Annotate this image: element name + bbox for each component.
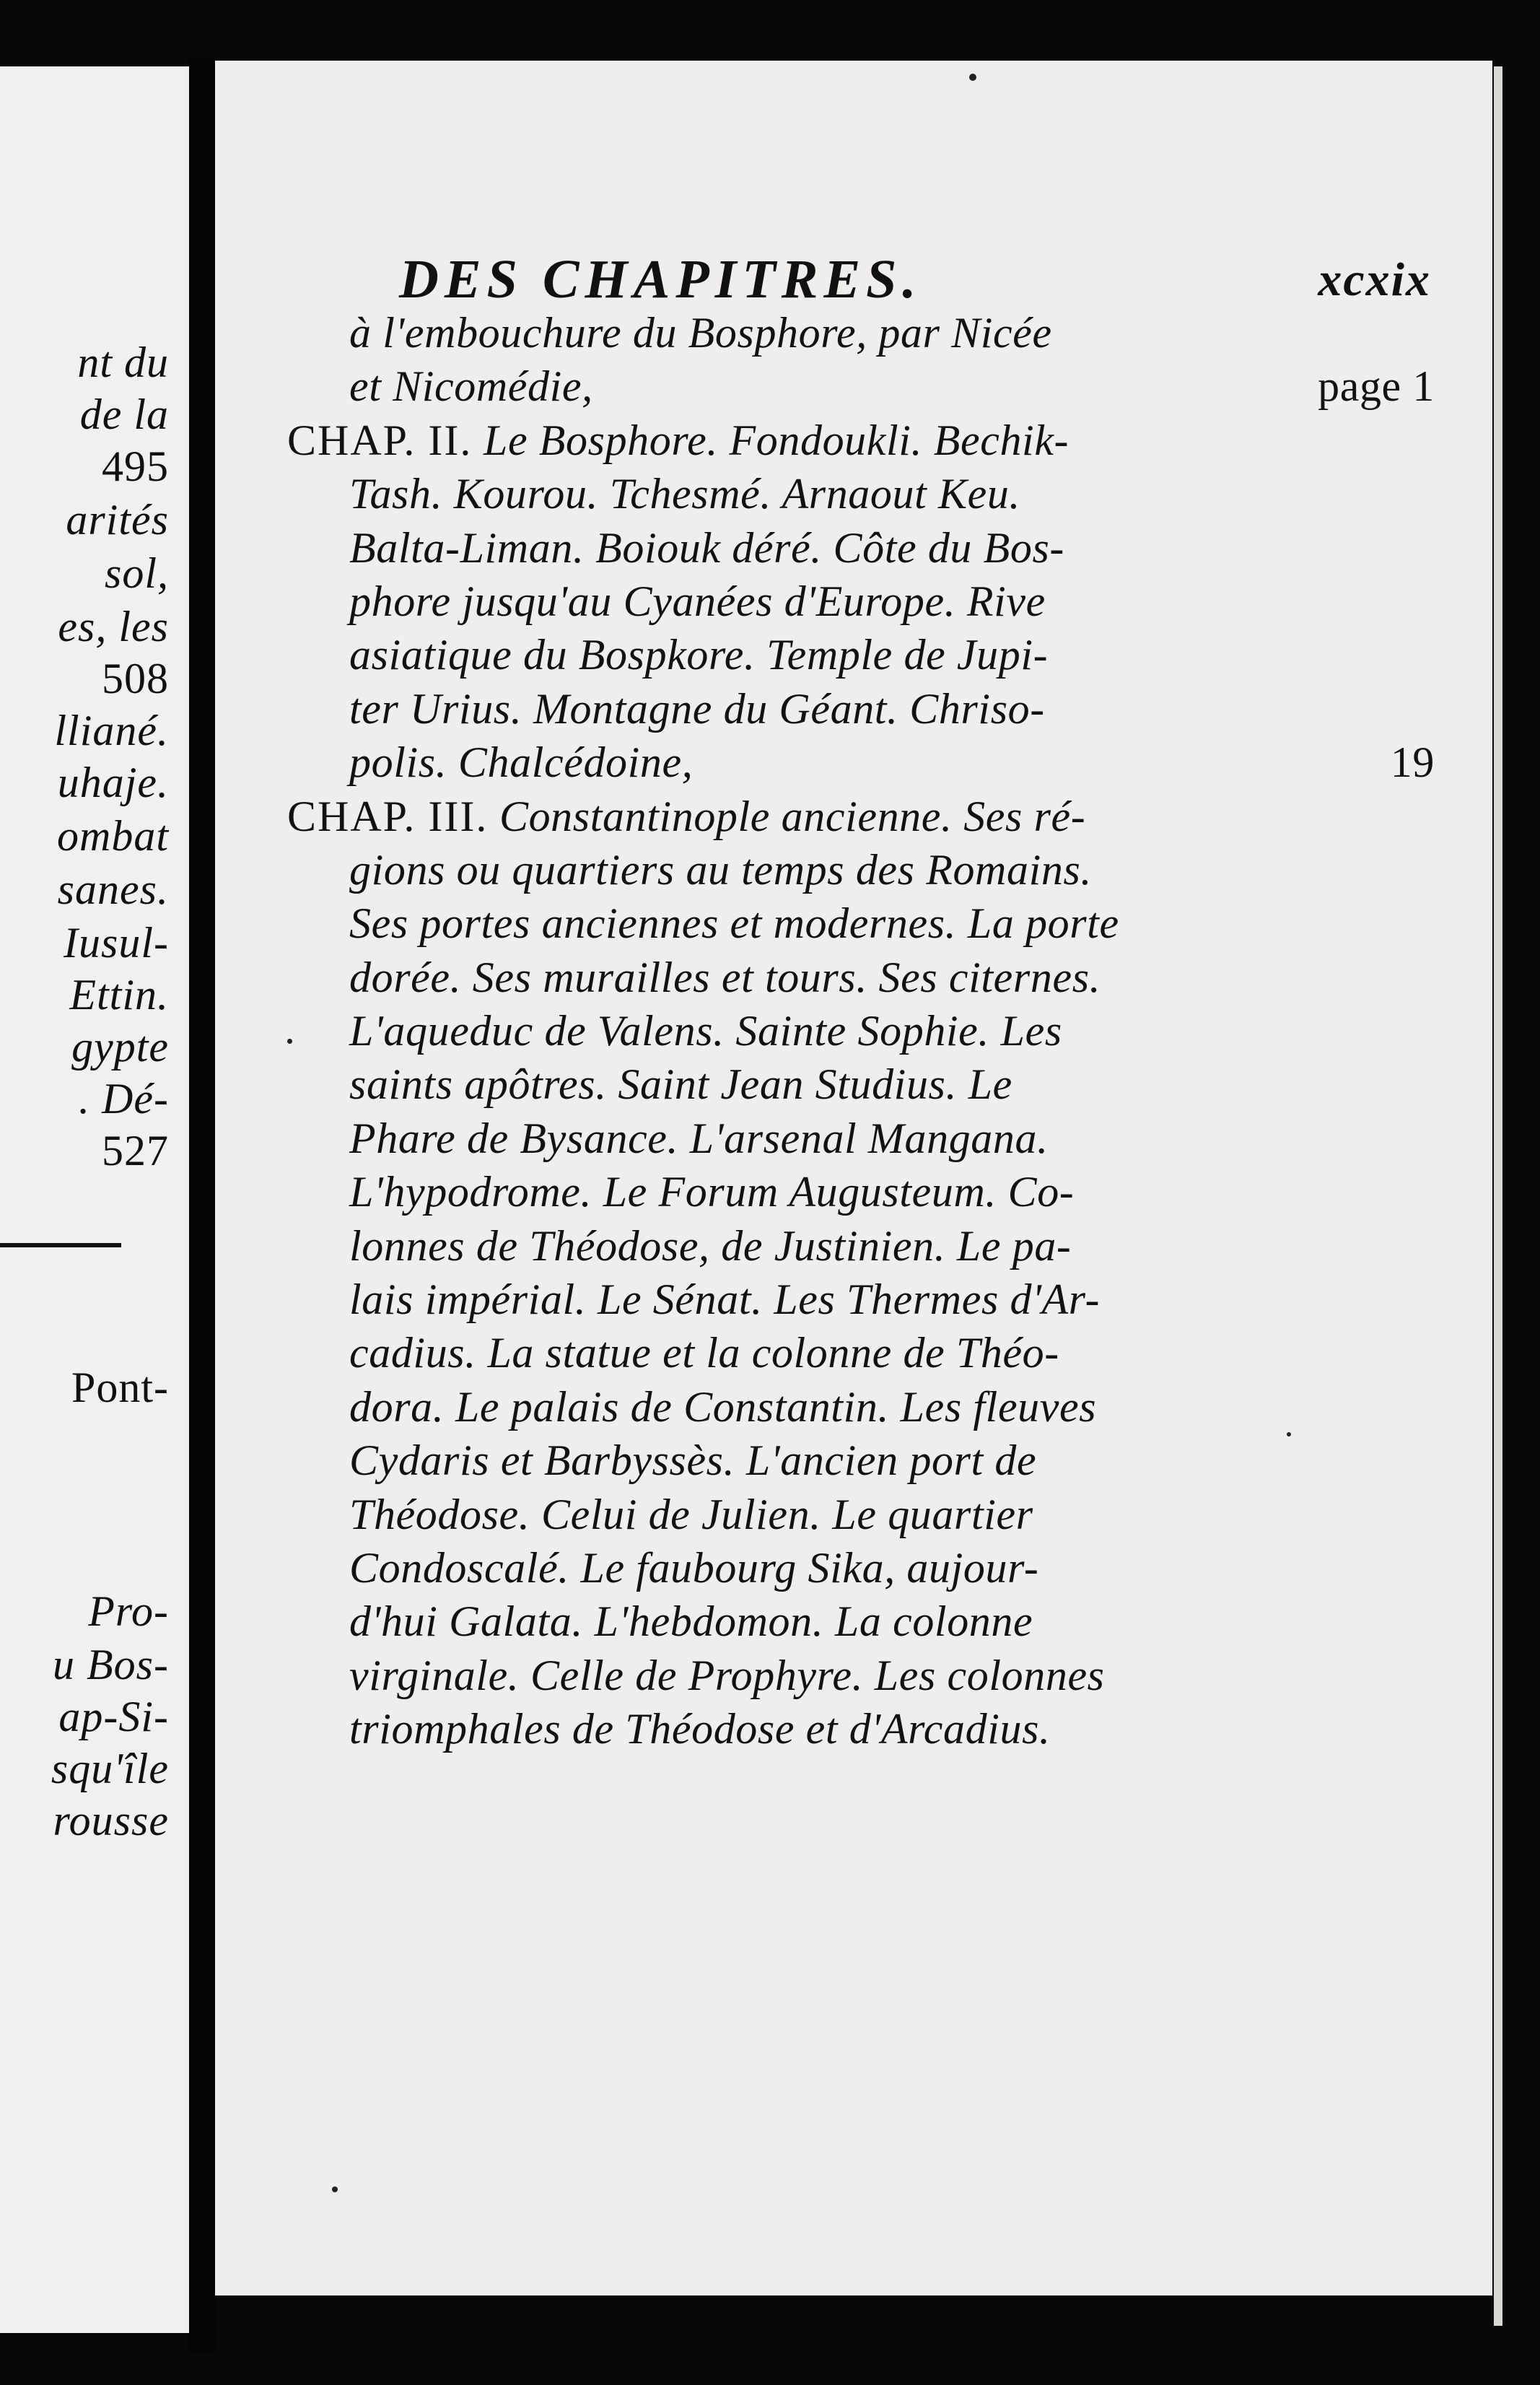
left-page-line: squ'île xyxy=(51,1745,169,1792)
page-folio: xcxix xyxy=(1318,253,1431,306)
toc-line xyxy=(287,1058,1435,1111)
left-page-line: 495 xyxy=(102,442,169,490)
left-page-line: es, les xyxy=(58,603,169,650)
left-page-line: 508 xyxy=(102,655,169,702)
running-title: DES CHAPITRES. xyxy=(399,249,922,310)
toc-line xyxy=(287,467,1435,520)
page-header xyxy=(399,248,1431,310)
toc-chapter-line xyxy=(287,790,1435,843)
left-page-line: ombat xyxy=(57,812,169,860)
left-page-line: nt du xyxy=(77,339,169,386)
toc-line-text: Cydaris et Barbyssès. L'ancien port de xyxy=(349,1436,1037,1485)
toc-line-text: L'hypodrome. Le Forum Augusteum. Co- xyxy=(349,1168,1075,1216)
toc-line-text: saints apôtres. Saint Jean Studius. Le xyxy=(349,1060,1012,1109)
toc-line-text: lais impérial. Le Sénat. Les Thermes d'Ar- xyxy=(349,1276,1101,1324)
toc-line-text: Balta-Liman. Boiouk déré. Côte du Bos- xyxy=(349,523,1065,572)
chapter-title: Le Bosphore. Fondoukli. Bechik- xyxy=(483,416,1069,464)
toc-line-text: phore jusqu'au Cyanées d'Europe. Rive xyxy=(349,577,1046,625)
left-page-line: sanes. xyxy=(57,866,169,913)
left-page-rule xyxy=(0,1243,121,1247)
toc-line xyxy=(287,736,1435,789)
left-page-line: . Dé- xyxy=(79,1075,169,1122)
toc-line xyxy=(287,1219,1435,1273)
toc-line xyxy=(287,951,1435,1004)
paper-speck xyxy=(969,74,976,81)
left-page-line: u Bos- xyxy=(53,1641,169,1688)
toc-line-text: polis. Chalcédoine, xyxy=(349,738,694,787)
toc-line xyxy=(287,1595,1435,1648)
toc-line-text: dorée. Ses murailles et tours. Ses citernes. xyxy=(349,953,1101,1001)
left-page-line: arités xyxy=(66,496,169,544)
paper-speck xyxy=(332,2186,338,2192)
table-of-contents xyxy=(287,306,1435,1756)
toc-line xyxy=(287,521,1435,575)
left-page-line: Iusul- xyxy=(64,919,169,967)
toc-line-text: lonnes de Théodose, de Justinien. Le pa- xyxy=(349,1221,1072,1270)
toc-line-text xyxy=(287,414,1069,467)
toc-line-text: Condoscalé. Le faubourg Sika, aujour- xyxy=(349,1543,1039,1592)
toc-line-text: asiatique du Bospkore. Temple de Jupi- xyxy=(349,631,1049,679)
toc-chapter-line xyxy=(287,414,1435,467)
left-page-line: uhaje. xyxy=(57,759,169,806)
toc-line-text: Théodose. Celui de Julien. Le quartier xyxy=(349,1490,1033,1538)
left-page-line: gypte xyxy=(71,1023,169,1071)
right-page xyxy=(215,61,1492,2295)
toc-line xyxy=(287,1004,1435,1058)
left-page-line: Pont- xyxy=(71,1364,169,1411)
toc-line xyxy=(287,1165,1435,1218)
left-page-line: ap-Si- xyxy=(58,1693,169,1740)
toc-line-text: Ses portes anciennes et modernes. La porte xyxy=(349,899,1119,948)
left-page-line: lliané. xyxy=(54,707,169,754)
toc-line xyxy=(287,1380,1435,1434)
toc-line xyxy=(287,628,1435,681)
book-gutter xyxy=(189,58,215,2353)
toc-line-text: ter Urius. Montagne du Géant. Chriso- xyxy=(349,684,1045,733)
toc-line-text: triomphales de Théodose et d'Arcadius. xyxy=(349,1705,1051,1753)
toc-line-text: virginale. Celle de Prophyre. Les colonnes xyxy=(349,1651,1105,1699)
toc-line-text: d'hui Galata. L'hebdomon. La colonne xyxy=(349,1597,1033,1646)
toc-line-text xyxy=(287,790,1085,843)
left-facing-page xyxy=(0,66,193,2333)
toc-line xyxy=(287,843,1435,897)
left-page-line: sol, xyxy=(104,549,169,597)
scan-border xyxy=(1502,58,1540,2368)
page-reference: 19 xyxy=(1390,738,1435,787)
toc-line xyxy=(287,897,1435,950)
left-page-line: 527 xyxy=(102,1127,169,1174)
toc-line xyxy=(287,682,1435,736)
toc-line xyxy=(287,1702,1435,1756)
toc-line xyxy=(287,1488,1435,1541)
toc-line-text: Tash. Kourou. Tchesmé. Arnaout Keu. xyxy=(349,470,1021,518)
toc-line xyxy=(287,1434,1435,1487)
paper-speck xyxy=(1287,1432,1291,1436)
toc-line xyxy=(287,1112,1435,1165)
left-page-line: rousse xyxy=(53,1797,169,1844)
toc-line xyxy=(287,1649,1435,1702)
toc-line-text: et Nicomédie, xyxy=(349,362,593,411)
page-reference: page 1 xyxy=(1318,362,1435,411)
toc-line-text: dora. Le palais de Constantin. Les fleuves xyxy=(349,1382,1097,1431)
toc-line-text: cadius. La statue et la colonne de Théo- xyxy=(349,1329,1059,1377)
toc-line-text: à l'embouchure du Bosphore, par Nicée xyxy=(349,309,1052,357)
toc-line xyxy=(287,1273,1435,1326)
paper-speck xyxy=(287,1039,292,1044)
toc-line xyxy=(287,575,1435,628)
page-edge xyxy=(1494,66,1502,2326)
toc-line-text: Phare de Bysance. L'arsenal Mangana. xyxy=(349,1114,1049,1162)
left-page-line: Pro- xyxy=(88,1587,169,1635)
chapter-label: CHAP. II. xyxy=(287,416,473,464)
toc-line xyxy=(287,1541,1435,1595)
toc-line-text: L'aqueduc de Valens. Sainte Sophie. Les xyxy=(349,1007,1062,1055)
toc-line-text: gions ou quartiers au temps des Romains. xyxy=(349,845,1092,894)
left-page-line: Ettin. xyxy=(69,971,169,1019)
chapter-title: Constantinople ancienne. Ses ré- xyxy=(499,792,1086,840)
left-page-line: de la xyxy=(79,391,169,438)
toc-line xyxy=(287,1326,1435,1379)
toc-line xyxy=(287,359,1435,413)
chapter-label: CHAP. III. xyxy=(287,792,489,840)
toc-line xyxy=(287,306,1435,359)
